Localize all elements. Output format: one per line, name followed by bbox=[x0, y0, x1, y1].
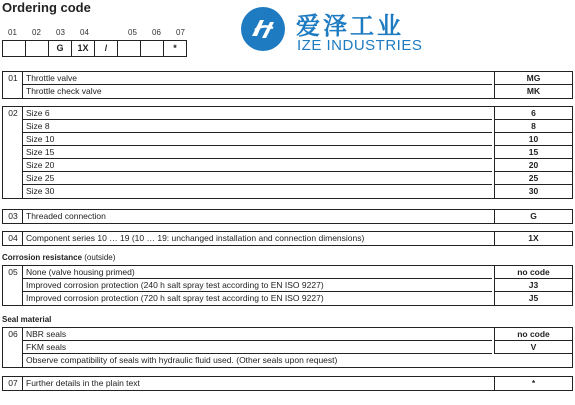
option-code: no code bbox=[494, 328, 572, 341]
option-text: Size 25 bbox=[23, 172, 492, 185]
section-number: 03 bbox=[8, 211, 18, 221]
option-text: Size 6 bbox=[23, 107, 492, 120]
section-02 bbox=[2, 106, 573, 199]
section-number: 04 bbox=[8, 233, 18, 243]
option-text: Threaded connection bbox=[26, 211, 106, 221]
option-text: Size 8 bbox=[23, 120, 492, 133]
section-heading-seal: Seal material bbox=[2, 315, 52, 324]
section-number: 01 bbox=[8, 73, 18, 83]
option-text: Improved corrosion protection (240 h salt spray test according to EN ISO 9227) bbox=[23, 279, 492, 292]
code-box: / bbox=[94, 40, 118, 57]
option-code bbox=[494, 354, 572, 367]
page-title: Ordering code bbox=[2, 0, 91, 15]
section-06 bbox=[2, 327, 573, 368]
section-number: 02 bbox=[8, 108, 18, 118]
code-position-03: 03 bbox=[56, 28, 65, 37]
option-code: G bbox=[494, 210, 572, 223]
code-box bbox=[117, 40, 141, 57]
option-text: None (valve housing primed) bbox=[23, 266, 492, 279]
option-note: Observe compatibility of seals with hydraulic fluid used. (Other seals upon request) bbox=[26, 355, 338, 365]
option-text: Size 20 bbox=[23, 159, 492, 172]
option-text: Improved corrosion protection (720 h salt spray test according to EN ISO 9227) bbox=[26, 293, 324, 303]
option-code: J5 bbox=[494, 292, 572, 305]
option-text: Size 30 bbox=[26, 186, 55, 196]
option-code: * bbox=[494, 377, 572, 390]
section-number: 06 bbox=[8, 329, 18, 339]
option-code: 30 bbox=[494, 185, 572, 198]
section-05 bbox=[2, 265, 573, 306]
code-box: * bbox=[163, 40, 187, 57]
option-code: 8 bbox=[494, 120, 572, 133]
option-text: Component series 10 … 19 (10 … 19: unchanged installation and connection dimensions) bbox=[26, 233, 365, 243]
code-box: 1X bbox=[71, 40, 95, 57]
option-code: 10 bbox=[494, 133, 572, 146]
code-position-05: 05 bbox=[128, 28, 137, 37]
option-code: MK bbox=[494, 85, 572, 98]
option-text: Throttle valve bbox=[23, 72, 492, 85]
code-box bbox=[140, 40, 164, 57]
brand-logo-icon bbox=[240, 6, 286, 52]
option-code: J3 bbox=[494, 279, 572, 292]
section-number: 05 bbox=[8, 267, 18, 277]
section-01 bbox=[2, 71, 573, 99]
option-code: 6 bbox=[494, 107, 572, 120]
code-position-02: 02 bbox=[32, 28, 41, 37]
code-position-07: 07 bbox=[176, 28, 185, 37]
option-code: no code bbox=[494, 266, 572, 279]
section-heading-corrosion: Corrosion resistance (outside) bbox=[2, 253, 116, 262]
option-text: NBR seals bbox=[23, 328, 492, 341]
option-code: 15 bbox=[494, 146, 572, 159]
section-03 bbox=[2, 209, 573, 224]
option-text: Further details in the plain text bbox=[26, 378, 140, 388]
code-position-04: 04 bbox=[80, 28, 89, 37]
code-box: G bbox=[48, 40, 72, 57]
code-box bbox=[25, 40, 49, 57]
option-code: 20 bbox=[494, 159, 572, 172]
option-text: FKM seals bbox=[23, 341, 492, 354]
option-text: Throttle check valve bbox=[26, 86, 102, 96]
code-position-06: 06 bbox=[152, 28, 161, 37]
section-07 bbox=[2, 376, 573, 391]
ordering-code-boxes bbox=[2, 40, 186, 57]
option-text: Size 15 bbox=[23, 146, 492, 159]
option-code: 1X bbox=[494, 232, 572, 245]
option-code: V bbox=[494, 341, 572, 354]
option-text: Size 10 bbox=[23, 133, 492, 146]
code-position-01: 01 bbox=[8, 28, 17, 37]
section-number: 07 bbox=[8, 378, 18, 388]
brand-name-en: IZE INDUSTRIES bbox=[297, 37, 423, 54]
section-04 bbox=[2, 231, 573, 246]
brand-name-cn: 爱泽工业 bbox=[296, 12, 404, 40]
code-box bbox=[2, 40, 26, 57]
option-code: MG bbox=[494, 72, 572, 85]
option-code: 25 bbox=[494, 172, 572, 185]
